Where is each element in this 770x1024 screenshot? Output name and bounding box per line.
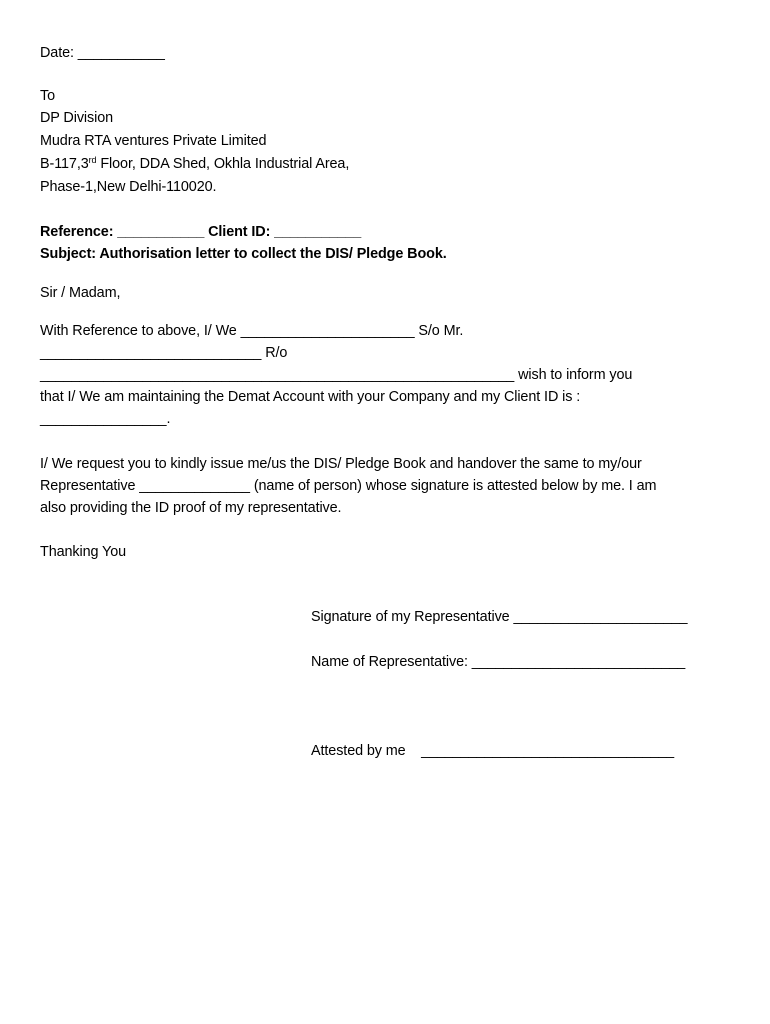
representative-name-line: Name of Representative: ___________________________: [311, 654, 686, 670]
address-division: DP Division: [40, 110, 114, 126]
address-street-superscript: rd: [88, 155, 97, 165]
para1-line: With Reference to above, I/ We ______________________ S/o Mr.: [40, 323, 464, 339]
subject-line: Subject: Authorisation letter to collect the DIS/ Pledge Book.: [40, 246, 447, 262]
address-to: To: [40, 88, 55, 104]
date-line: Date: ___________: [40, 45, 165, 61]
attested-line: Attested by me ________________________________: [311, 743, 675, 759]
address-city: Phase-1,New Delhi-110020.: [40, 179, 217, 195]
address-street: [40, 153, 349, 175]
salutation: Sir / Madam,: [40, 285, 121, 301]
reference-line: Reference: ___________ Client ID: ___________: [40, 224, 362, 240]
para2-line: Representative ______________ (name of person) whose signature is attested below by me. I am: [40, 478, 657, 494]
address-street-suffix: Floor, DDA Shed, Okhla Industrial Area,: [96, 156, 350, 172]
para2-line: I/ We request you to kindly issue me/us the DIS/ Pledge Book and handover the same to my/our: [40, 456, 642, 472]
para2-line: also providing the ID proof of my representative.: [40, 500, 342, 516]
address-street-prefix: B-117,3: [40, 156, 89, 172]
closing: Thanking You: [40, 544, 127, 560]
para1-line: ________________.: [40, 411, 171, 427]
signature-line: Signature of my Representative ______________________: [311, 609, 688, 625]
para1-line: that I/ We am maintaining the Demat Account with your Company and my Client ID is :: [40, 389, 581, 405]
para1-line: ____________________________________________________________ wish to inform you: [40, 367, 633, 383]
address-company: Mudra RTA ventures Private Limited: [40, 133, 267, 149]
para1-line: ____________________________ R/o: [40, 345, 288, 361]
